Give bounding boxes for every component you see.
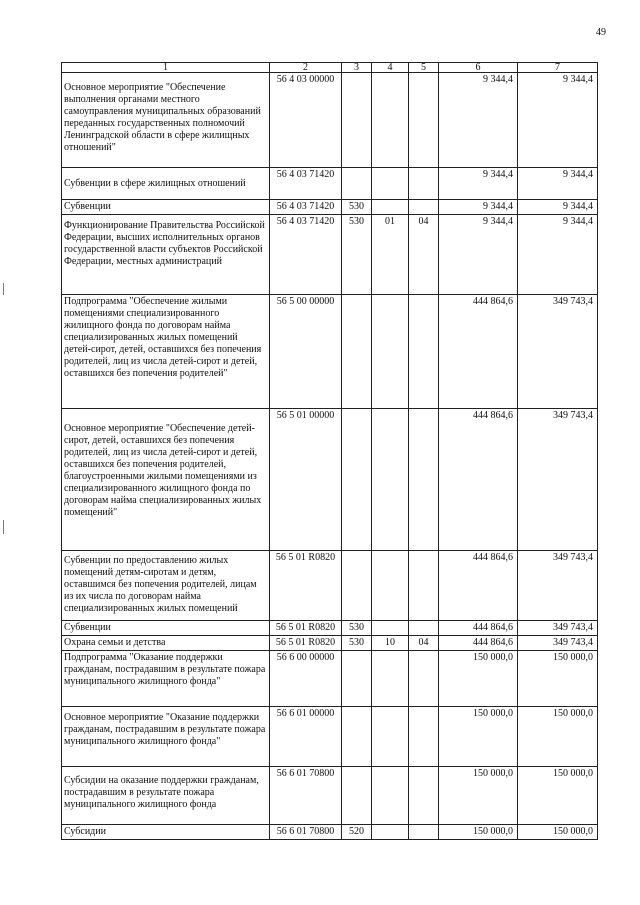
row-code: 56 6 01 70800 <box>270 825 342 840</box>
column-header: 7 <box>518 63 598 73</box>
row-code: 56 5 01 R0820 <box>270 636 342 651</box>
row-code: 56 4 03 71420 <box>270 215 342 295</box>
row-name: Основное мероприятие "Оказание поддержки гражданам, пострадавшим в результате пожара муниципального жилищного фонда" <box>62 707 270 767</box>
table-row <box>62 621 598 636</box>
row-vr <box>342 409 372 551</box>
column-header: 6 <box>439 63 518 73</box>
table-row <box>62 73 598 168</box>
row-sum-1: 444 864,6 <box>439 295 518 409</box>
row-pr <box>409 707 439 767</box>
row-sum-1: 150 000,0 <box>439 707 518 767</box>
row-sum-2: 349 743,4 <box>518 636 598 651</box>
row-name: Субвенции в сфере жилищных отношений <box>62 168 270 200</box>
page-number: 49 <box>596 27 606 38</box>
column-header: 5 <box>409 63 439 73</box>
row-pr <box>409 825 439 840</box>
margin-mark <box>3 283 4 295</box>
row-sum-1: 9 344,4 <box>439 215 518 295</box>
table-row <box>62 215 598 295</box>
row-pr <box>409 767 439 825</box>
row-sum-2: 9 344,4 <box>518 168 598 200</box>
row-sum-1: 9 344,4 <box>439 200 518 215</box>
table-row <box>62 707 598 767</box>
row-sum-1: 150 000,0 <box>439 825 518 840</box>
row-vr <box>342 707 372 767</box>
row-sum-1: 9 344,4 <box>439 168 518 200</box>
row-vr <box>342 168 372 200</box>
row-rz <box>372 168 409 200</box>
row-code: 56 5 01 00000 <box>270 409 342 551</box>
table-row <box>62 767 598 825</box>
row-name: Подпрограмма "Оказание поддержки гражданам, пострадавшим в результате пожара муниципального жилищного фонда" <box>62 651 270 707</box>
row-rz <box>372 767 409 825</box>
row-sum-2: 150 000,0 <box>518 767 598 825</box>
row-name: Субвенции <box>62 200 270 215</box>
row-rz <box>372 551 409 621</box>
row-name: Субсидии <box>62 825 270 840</box>
row-vr: 530 <box>342 636 372 651</box>
table-row <box>62 636 598 651</box>
row-code: 56 5 01 R0820 <box>270 621 342 636</box>
row-sum-1: 9 344,4 <box>439 73 518 168</box>
row-name: Субсидии на оказание поддержки гражданам, пострадавшим в результате пожара муниципального жилищного фонда <box>62 767 270 825</box>
row-code: 56 5 00 00000 <box>270 295 342 409</box>
row-pr: 04 <box>409 636 439 651</box>
row-rz <box>372 651 409 707</box>
row-sum-2: 150 000,0 <box>518 707 598 767</box>
row-code: 56 4 03 71420 <box>270 168 342 200</box>
table-row <box>62 651 598 707</box>
margin-mark <box>3 520 4 534</box>
row-sum-2: 150 000,0 <box>518 651 598 707</box>
row-name: Основное мероприятие "Обеспечение выполнения органами местного самоуправления муниципальных образований переданных государственных полномочий Ленинградской области в сфере жилищных отношений" <box>62 73 270 168</box>
row-rz: 10 <box>372 636 409 651</box>
row-name: Функционирование Правительства Российской Федерации, высших исполнительных органов государственной власти субъектов Российской Федерации, местных администраций <box>62 215 270 295</box>
table-row <box>62 295 598 409</box>
row-sum-2: 150 000,0 <box>518 825 598 840</box>
row-pr <box>409 651 439 707</box>
table-row <box>62 409 598 551</box>
row-name: Подпрограмма "Обеспечение жилыми помещениями специализированного жилищного фонда по договорам найма специализированных жилых помещений детей-сирот, детей, оставшихся без попечения родителей, лиц из числа детей-сирот и детей, оставшихся без попечения родителей" <box>62 295 270 409</box>
row-sum-2: 9 344,4 <box>518 200 598 215</box>
column-header: 4 <box>372 63 409 73</box>
row-pr: 04 <box>409 215 439 295</box>
row-pr <box>409 295 439 409</box>
row-vr <box>342 551 372 621</box>
row-name: Основное мероприятие "Обеспечение детей-сирот, детей, оставшихся без попечения родителей, лиц из числа детей-сирот и детей, оставшихся без попечения родителей, благоустроенными жилыми помещениями из специализированного жилищного фонда по договорам найма специализированных жилых помещений" <box>62 409 270 551</box>
row-sum-2: 9 344,4 <box>518 215 598 295</box>
row-code: 56 5 01 R0820 <box>270 551 342 621</box>
row-vr: 530 <box>342 621 372 636</box>
row-vr: 530 <box>342 215 372 295</box>
row-pr <box>409 200 439 215</box>
row-code: 56 4 03 00000 <box>270 73 342 168</box>
row-vr <box>342 295 372 409</box>
row-name: Охрана семьи и детства <box>62 636 270 651</box>
row-sum-2: 349 743,4 <box>518 551 598 621</box>
column-header: 2 <box>270 63 342 73</box>
row-pr <box>409 168 439 200</box>
header-row <box>62 63 598 73</box>
row-sum-1: 150 000,0 <box>439 767 518 825</box>
row-code: 56 4 03 71420 <box>270 200 342 215</box>
row-pr <box>409 551 439 621</box>
row-code: 56 6 01 70800 <box>270 767 342 825</box>
row-vr <box>342 73 372 168</box>
row-rz: 01 <box>372 215 409 295</box>
row-vr: 520 <box>342 825 372 840</box>
row-sum-1: 444 864,6 <box>439 409 518 551</box>
row-vr <box>342 651 372 707</box>
row-name: Субвенции <box>62 621 270 636</box>
column-header: 1 <box>62 63 270 73</box>
row-pr <box>409 621 439 636</box>
row-rz <box>372 73 409 168</box>
row-name: Субвенции по предоставлению жилых помещений детям-сиротам и детям, оставшимся без попечения родителей, лицам из их числа по договорам найма специализированных жилых помещений <box>62 551 270 621</box>
row-sum-1: 444 864,6 <box>439 621 518 636</box>
row-pr <box>409 73 439 168</box>
row-rz <box>372 825 409 840</box>
budget-table <box>61 62 598 840</box>
column-header: 3 <box>342 63 372 73</box>
table-row <box>62 200 598 215</box>
row-rz <box>372 200 409 215</box>
table-row <box>62 825 598 840</box>
row-code: 56 6 01 00000 <box>270 707 342 767</box>
row-vr <box>342 767 372 825</box>
row-sum-1: 444 864,6 <box>439 636 518 651</box>
table-row <box>62 168 598 200</box>
row-rz <box>372 409 409 551</box>
row-rz <box>372 295 409 409</box>
row-sum-1: 150 000,0 <box>439 651 518 707</box>
row-vr: 530 <box>342 200 372 215</box>
row-sum-2: 349 743,4 <box>518 295 598 409</box>
row-rz <box>372 707 409 767</box>
row-sum-2: 349 743,4 <box>518 409 598 551</box>
table-row <box>62 551 598 621</box>
row-sum-2: 349 743,4 <box>518 621 598 636</box>
row-code: 56 6 00 00000 <box>270 651 342 707</box>
row-pr <box>409 409 439 551</box>
row-sum-1: 444 864,6 <box>439 551 518 621</box>
row-sum-2: 9 344,4 <box>518 73 598 168</box>
row-rz <box>372 621 409 636</box>
